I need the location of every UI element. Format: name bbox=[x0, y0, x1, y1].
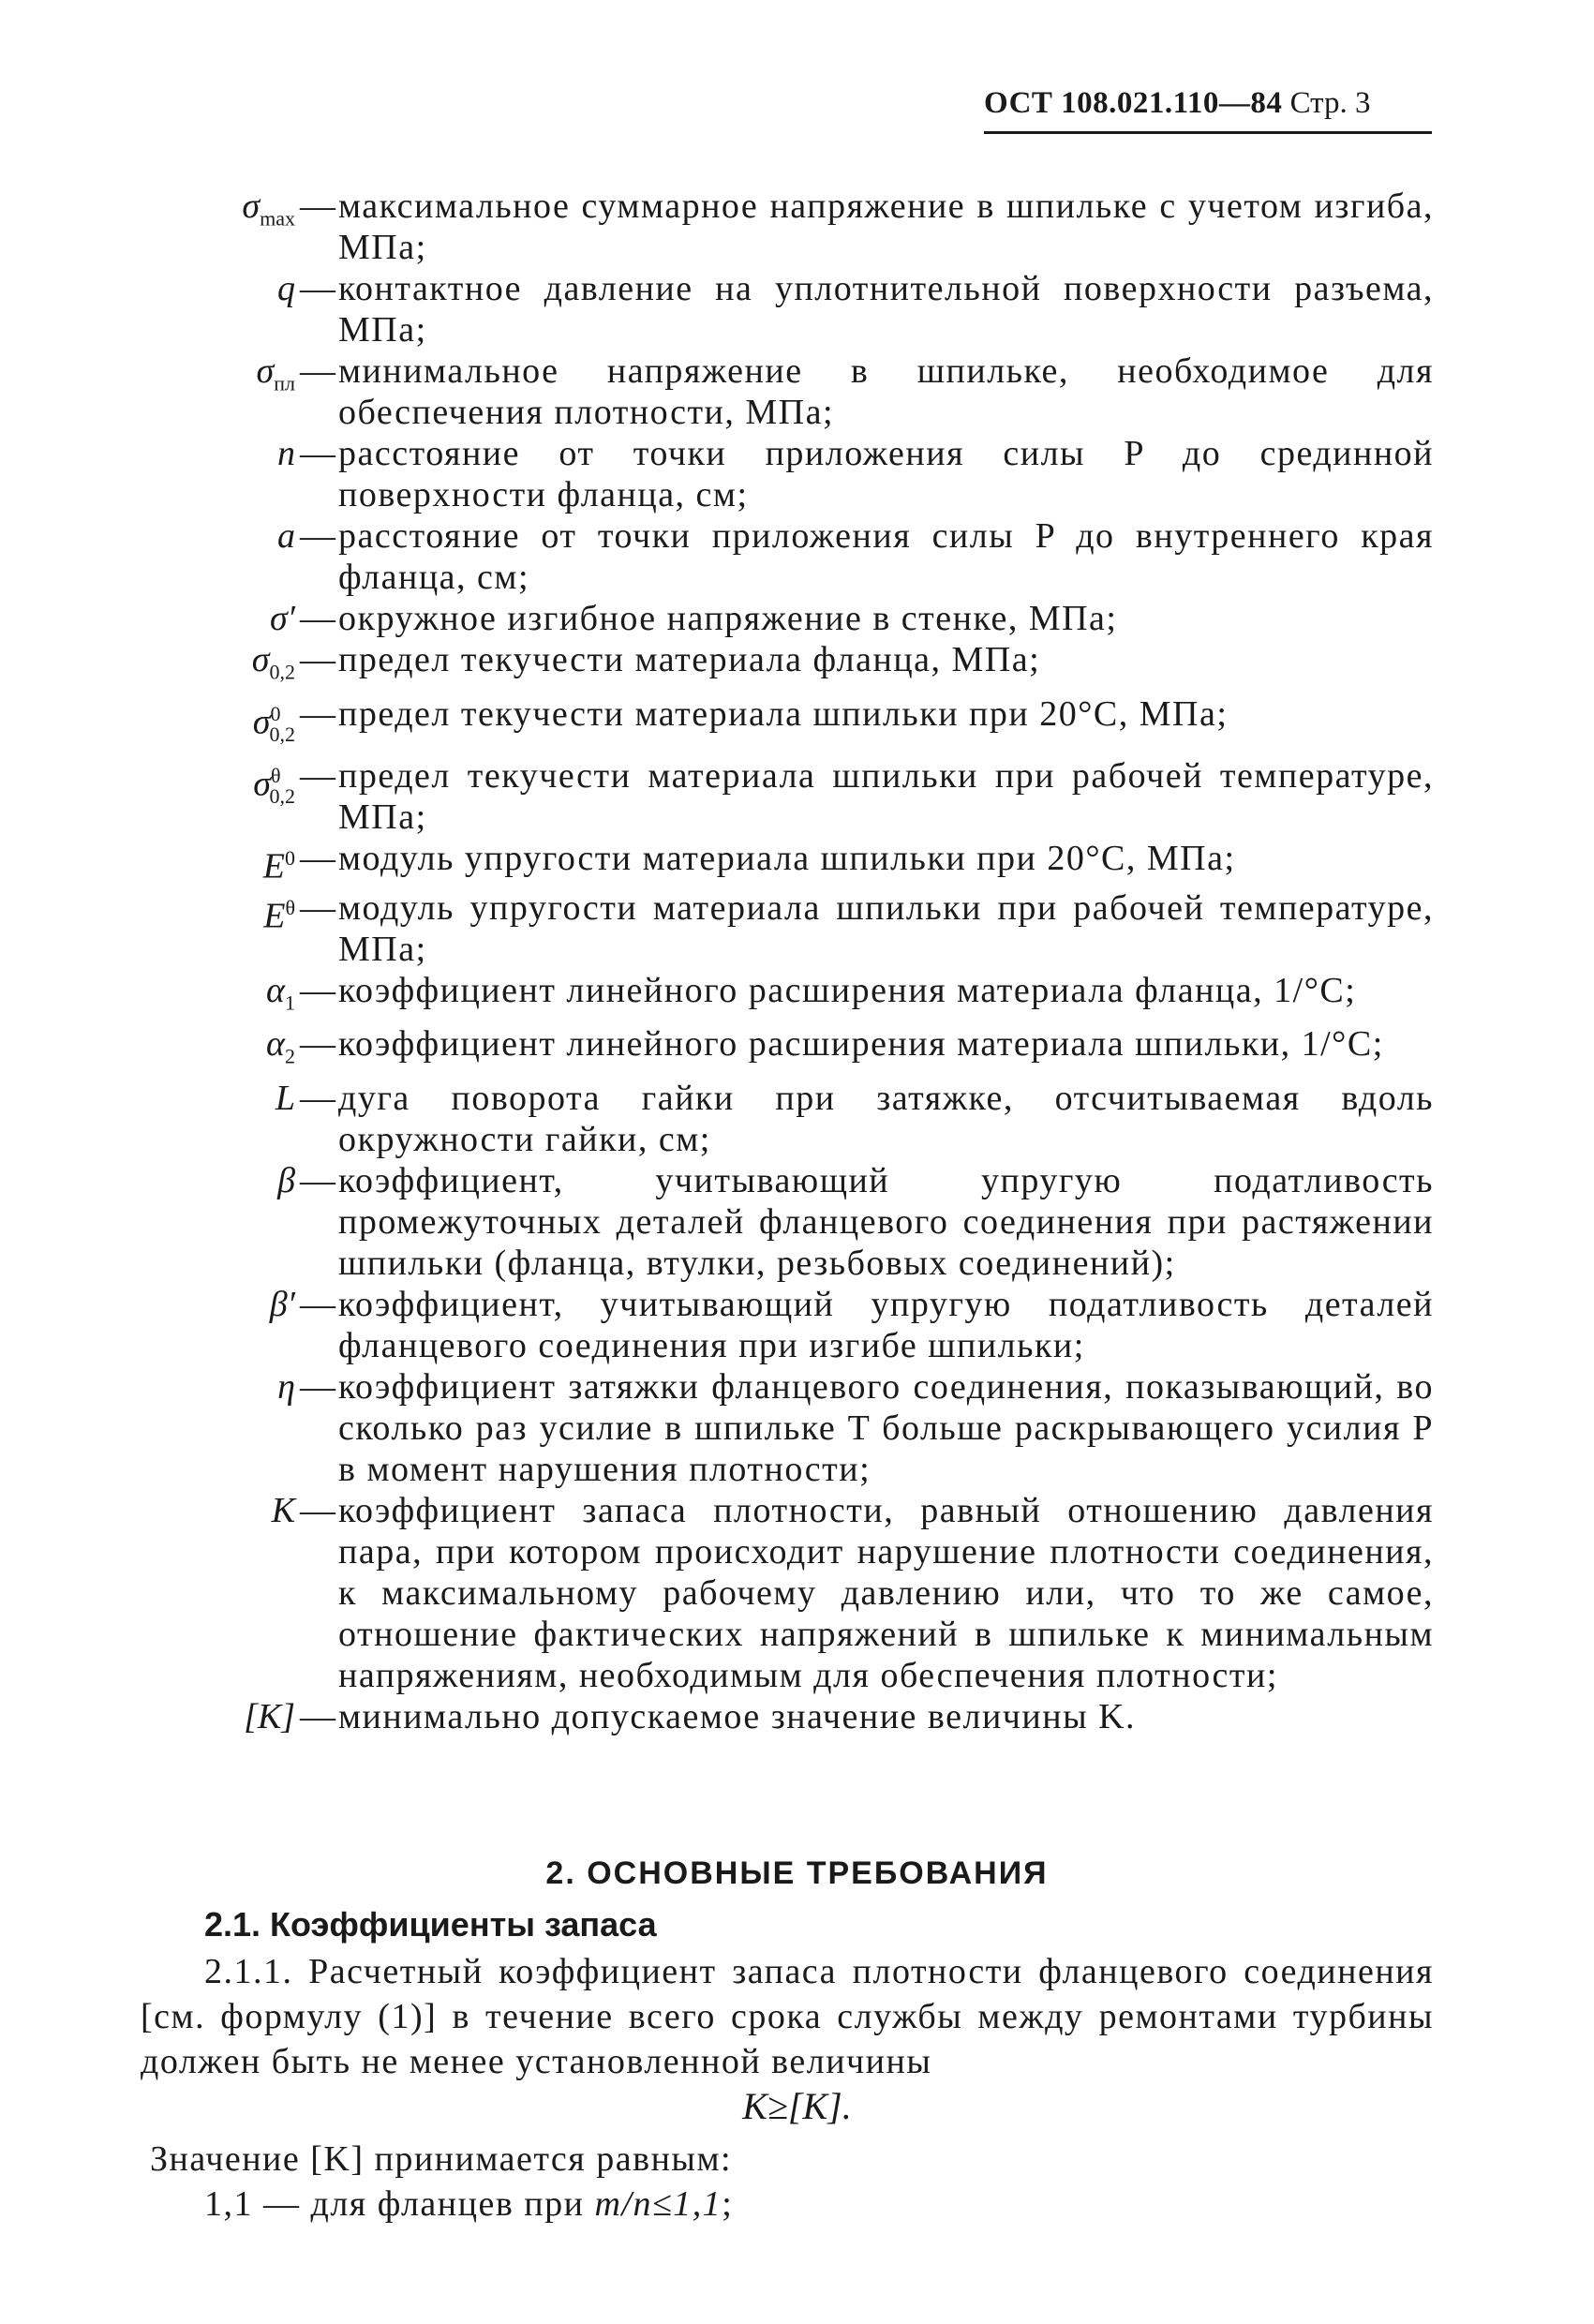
definition-dash: — bbox=[300, 1078, 335, 1118]
definitions-list bbox=[141, 186, 1434, 1737]
definition-symbol bbox=[141, 268, 297, 309]
definition-item bbox=[141, 838, 1434, 887]
definition-symbol bbox=[141, 693, 297, 755]
definition-symbol bbox=[141, 1696, 297, 1737]
definition-dash: — bbox=[300, 516, 335, 556]
definition-dash: — bbox=[300, 1696, 335, 1736]
symbol-base: η bbox=[277, 1366, 295, 1407]
definition-dash: — bbox=[300, 1490, 335, 1530]
definition-text: контактное давление на уплотнительной поверхности разъема, МПа; bbox=[338, 269, 1434, 350]
definition-symbol bbox=[141, 970, 297, 1024]
definition-dash: — bbox=[300, 1024, 335, 1065]
definition-dash: — bbox=[300, 351, 335, 391]
definition-item bbox=[141, 598, 1434, 639]
definition-text: предел текучести материала шпильки при рабочей температуре, МПа; bbox=[338, 755, 1434, 837]
symbol-base: β bbox=[277, 1160, 295, 1200]
definition-text: коэффициент линейного расширения материала фланца, 1/°С; bbox=[338, 970, 1357, 1010]
definition-text: максимальное суммарное напряжение в шпильке с учетом изгиба, МПа; bbox=[338, 186, 1434, 267]
symbol-base: a bbox=[277, 516, 295, 556]
definition-dash: — bbox=[300, 887, 335, 928]
definition-item bbox=[141, 515, 1434, 598]
value-line-1 bbox=[204, 2183, 733, 2225]
definition-dash: — bbox=[300, 1284, 335, 1324]
definition-text: дуга поворота гайки при затяжке, отсчитываемая вдоль окружности гайки, см; bbox=[338, 1078, 1434, 1159]
definition-text: коэффициент, учитывающий упругую податливость промежуточных деталей фланцевого соединения при растяжении шпильки (фланца, втулки, резьбовых соединений); bbox=[338, 1160, 1434, 1283]
definition-text: расстояние от точки приложения силы P до внутреннего края фланца, см; bbox=[338, 516, 1434, 597]
value-line-expression: m/n≤1,1 bbox=[594, 2184, 723, 2224]
definition-item bbox=[141, 693, 1434, 755]
definition-dash: — bbox=[300, 599, 335, 638]
symbol-base: E bbox=[262, 846, 285, 886]
symbol-base: σ bbox=[242, 186, 261, 226]
definition-dash: — bbox=[300, 434, 335, 473]
definition-symbol bbox=[141, 515, 297, 557]
value-line-prefix: 1,1 — для фланцев при bbox=[204, 2184, 595, 2224]
definition-item bbox=[141, 186, 1434, 268]
definition-item bbox=[141, 350, 1434, 433]
symbol-superscript: 0 bbox=[285, 845, 295, 870]
symbol-base: σ bbox=[256, 351, 275, 391]
symbol-base: K bbox=[271, 1490, 295, 1530]
definition-item bbox=[141, 1366, 1434, 1490]
definition-item bbox=[141, 1023, 1434, 1078]
definition-dash: — bbox=[300, 693, 335, 734]
definition-dash: — bbox=[300, 186, 335, 226]
symbol-base: q bbox=[277, 269, 295, 308]
definition-symbol bbox=[141, 838, 297, 887]
page-number: Стр. 3 bbox=[1289, 86, 1371, 120]
definition-item bbox=[141, 887, 1434, 970]
symbol-subscript: пл bbox=[274, 371, 295, 395]
definition-text: модуль упругости материала шпильки при 20°С, МПа; bbox=[338, 838, 1236, 878]
definition-symbol bbox=[141, 1366, 297, 1408]
symbol-subscript: 0,2 bbox=[269, 722, 295, 746]
header-rule bbox=[984, 131, 1432, 134]
definition-item bbox=[141, 1078, 1434, 1160]
definition-symbol bbox=[141, 887, 297, 937]
definition-symbol bbox=[141, 1023, 297, 1078]
paragraph-2-1-1: 2.1.1. Расчетный коэффициент запаса плотности фланцевого соединения [см. формулу (1)] в течение всего срока службы между ремонтами турбины должен быть не менее установленной величины bbox=[141, 1952, 1434, 2081]
symbol-base: L bbox=[275, 1078, 295, 1118]
definition-text: коэффициент запаса плотности, равный отношению давления пара, при котором происходит нарушение плотности соединения, к максимальному рабочему давлению или, что то же самое, отношение фактических напряжений в шпильке к минимальным напряжениям, необходимым для обеспечения плотности; bbox=[338, 1490, 1434, 1695]
symbol-base: σ′ bbox=[269, 599, 295, 638]
definition-symbol bbox=[141, 433, 297, 474]
definition-item bbox=[141, 970, 1434, 1024]
definition-dash: — bbox=[300, 970, 335, 1010]
definition-text: модуль упругости материала шпильки при рабочей температуре, МПа; bbox=[338, 887, 1434, 969]
symbol-superscript: 0 bbox=[270, 701, 281, 725]
symbol-superscript: θ bbox=[270, 763, 281, 787]
definition-item bbox=[141, 639, 1434, 693]
definition-dash: — bbox=[300, 1366, 335, 1407]
definition-text: коэффициент затяжки фланцевого соединения, показывающий, во сколько раз усилие в шпильке T больше раскрывающего усилия P в момент нарушения плотности; bbox=[338, 1366, 1434, 1489]
definition-text: расстояние от точки приложения силы P до срединной поверхности фланца, см; bbox=[338, 434, 1434, 514]
definition-dash: — bbox=[300, 1160, 335, 1200]
definition-symbol bbox=[141, 1078, 297, 1119]
symbol-base: β′ bbox=[269, 1284, 295, 1324]
definition-text: окружное изгибное напряжение в стенке, МПа; bbox=[338, 599, 1118, 638]
symbol-subscript: 2 bbox=[285, 1044, 295, 1068]
definition-symbol bbox=[141, 186, 297, 240]
definition-symbol bbox=[141, 1490, 297, 1531]
definition-dash: — bbox=[300, 269, 335, 308]
definition-dash: — bbox=[300, 755, 335, 796]
definition-dash: — bbox=[300, 640, 335, 679]
definition-item bbox=[141, 1160, 1434, 1284]
symbol-base: E bbox=[263, 896, 286, 936]
definition-text: коэффициент, учитывающий упругую податливость деталей фланцевого соединения при изгибе шпильки; bbox=[338, 1284, 1434, 1365]
definition-symbol bbox=[141, 639, 297, 693]
definition-item bbox=[141, 1490, 1434, 1696]
symbol-superscript: θ bbox=[285, 895, 295, 919]
value-line-suffix: ; bbox=[722, 2184, 734, 2224]
symbol-subscript: 1 bbox=[285, 991, 295, 1015]
formula: K≥[K]. bbox=[742, 2085, 852, 2127]
definition-text: минимально допускаемое значение величины K. bbox=[338, 1696, 1137, 1736]
definition-symbol bbox=[141, 1160, 297, 1201]
symbol-base: σ bbox=[251, 640, 270, 679]
definition-text: предел текучести материала шпильки при 20°С, МПа; bbox=[338, 693, 1229, 734]
definition-item bbox=[141, 1284, 1434, 1366]
definition-symbol bbox=[141, 1284, 297, 1325]
definition-item bbox=[141, 268, 1434, 350]
symbol-base: σ bbox=[253, 764, 271, 804]
symbol-base: n bbox=[277, 434, 295, 473]
page-header bbox=[984, 86, 1371, 121]
definition-symbol bbox=[141, 350, 297, 405]
symbol-base: σ bbox=[252, 702, 271, 742]
subsection-title: 2.1. Коэффициенты запаса bbox=[204, 1905, 657, 1944]
symbol-subscript: 0,2 bbox=[269, 660, 295, 684]
symbol-base: α bbox=[266, 1024, 285, 1065]
definition-symbol bbox=[141, 755, 297, 817]
symbol-base: [K] bbox=[244, 1696, 295, 1736]
symbol-subscript: max bbox=[260, 206, 295, 231]
definition-text: предел текучести материала фланца, МПа; bbox=[338, 640, 1041, 679]
definition-item bbox=[141, 755, 1434, 838]
symbol-base: α bbox=[266, 970, 285, 1010]
value-intro-line: Значение [K] принимается равным: bbox=[150, 2139, 733, 2179]
document-code: ОСТ 108.021.110—84 bbox=[984, 86, 1283, 120]
definition-item bbox=[141, 433, 1434, 515]
section-title: 2. ОСНОВНЫЕ ТРЕБОВАНИЯ bbox=[545, 1855, 1049, 1891]
definition-item bbox=[141, 1696, 1434, 1737]
definition-text: минимальное напряжение в шпильке, необходимое для обеспечения плотности, МПа; bbox=[338, 351, 1434, 432]
definition-dash: — bbox=[300, 838, 335, 878]
symbol-subscript: 0,2 bbox=[269, 784, 295, 809]
definition-symbol bbox=[141, 598, 297, 639]
definition-text: коэффициент линейного расширения материала шпильки, 1/°С; bbox=[338, 1024, 1384, 1065]
